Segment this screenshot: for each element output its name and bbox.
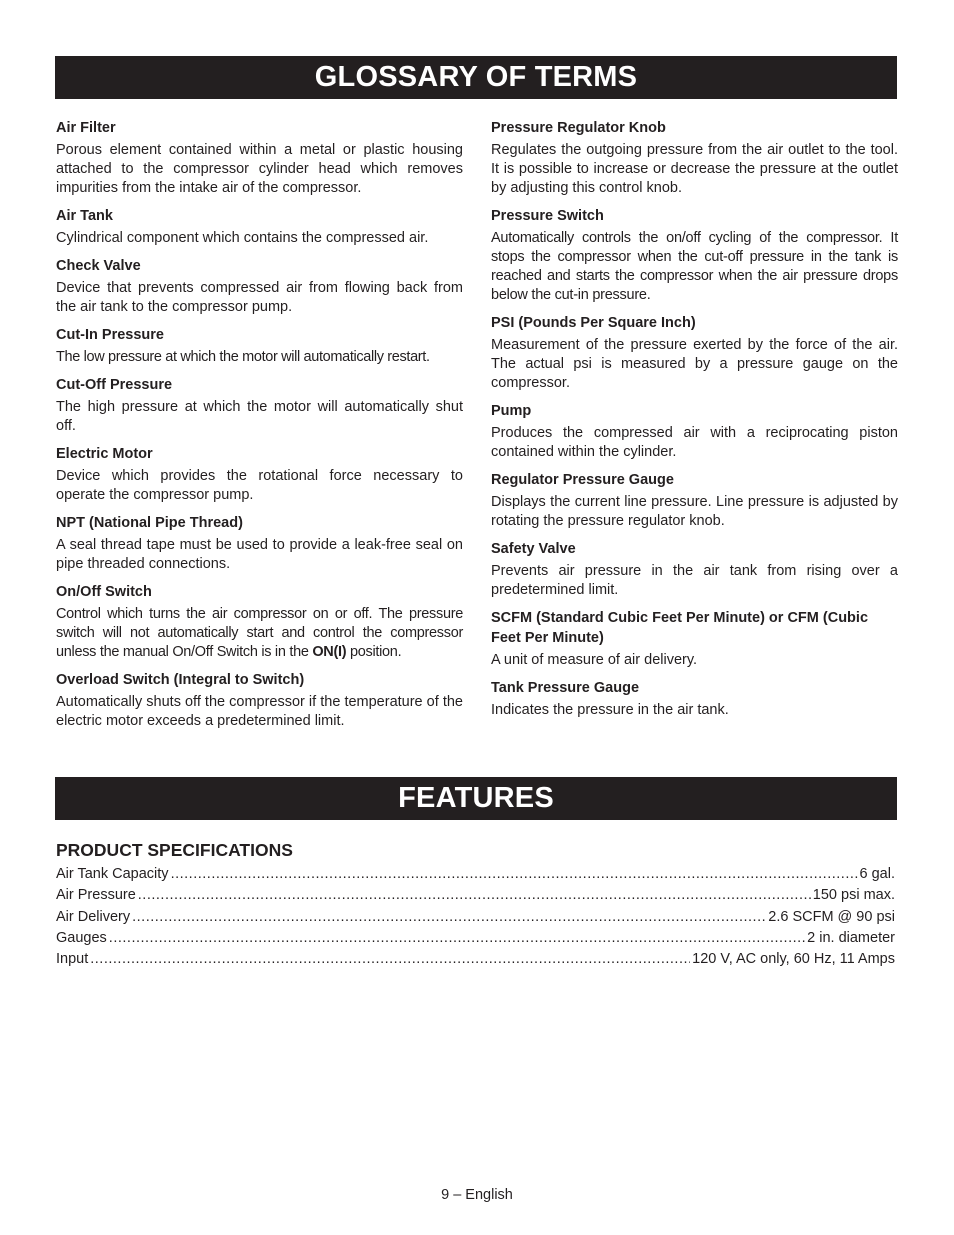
glossary-term: [491, 470, 898, 531]
term-definition: The high pressure at which the motor will automatically shut off.: [56, 399, 463, 434]
term-name: Tank Pressure Gauge: [491, 680, 640, 696]
glossary-term: [56, 375, 463, 436]
spec-label: Air Pressure: [56, 887, 136, 904]
glossary-term: [56, 582, 463, 662]
spec-value: 120 V, AC only, 60 Hz, 11 Amps: [692, 951, 895, 968]
term-name: Air Tank: [56, 208, 113, 224]
dot-leader: [90, 949, 690, 970]
term-definition: A unit of measure of air delivery.: [491, 652, 698, 668]
glossary-term: [491, 118, 898, 198]
term-name: NPT (National Pipe Thread): [56, 515, 243, 531]
spec-row: [56, 928, 895, 949]
dot-leader: [138, 885, 811, 906]
term-definition: [56, 605, 463, 662]
features-heading: FEATURES: [55, 777, 897, 820]
dot-leader: [171, 864, 858, 885]
glossary-term: [56, 513, 463, 574]
term-definition: Displays the current line pressure. Line pressure is adjusted by rotating the pressure regulator knob.: [491, 494, 898, 529]
spec-value: 2 in. diameter: [807, 929, 895, 946]
term-name: Cut-In Pressure: [56, 327, 164, 343]
term-definition: Produces the compressed air with a reciprocating piston contained within the cylinder.: [491, 425, 898, 460]
term-name: Pressure Regulator Knob: [491, 120, 666, 136]
glossary-term: [491, 608, 898, 670]
term-definition: Measurement of the pressure exerted by the force of the air. The actual psi is measured by a pressure gauge on the compressor.: [491, 337, 898, 391]
spec-label: Input: [56, 951, 89, 968]
spec-value: 150 psi max.: [812, 887, 895, 904]
term-name: Overload Switch (Integral to Switch): [56, 672, 305, 688]
term-definition: Automatically shuts off the compressor if the temperature of the electric motor exceeds a predetermined limit.: [56, 694, 463, 729]
term-definition: Regulates the outgoing pressure from the air outlet to the tool. It is possible to increase or decrease the pressure at the outlet by adjusting this control knob.: [491, 142, 898, 196]
term-definition: Porous element contained within a metal or plastic housing attached to the compressor cylinder head which removes impurities from the intake air of the compressor.: [56, 142, 463, 196]
spec-value: 2.6 SCFM @ 90 psi: [768, 908, 895, 925]
glossary-term: [56, 670, 463, 731]
term-name: Regulator Pressure Gauge: [491, 472, 674, 488]
glossary-term: [491, 678, 898, 720]
term-definition: Indicates the pressure in the air tank.: [491, 702, 729, 718]
term-name: On/Off Switch: [56, 584, 152, 600]
term-definition: Prevents air pressure in the air tank from rising over a predetermined limit.: [491, 563, 898, 598]
glossary-term: [56, 325, 463, 367]
spec-row: [56, 864, 895, 885]
glossary-term: [491, 401, 898, 462]
term-definition-text: position.: [346, 644, 402, 660]
term-name: Pump: [491, 403, 532, 419]
term-definition: Cylindrical component which contains the compressed air.: [56, 230, 429, 246]
term-name: Pressure Switch: [491, 208, 604, 224]
product-specifications-heading: PRODUCT SPECIFICATIONS: [56, 840, 293, 860]
specifications-list: [56, 864, 895, 970]
glossary-column-left: [56, 118, 463, 739]
term-name: Electric Motor: [56, 446, 153, 462]
dot-leader: [132, 907, 766, 928]
spec-label: Air Delivery: [56, 908, 131, 925]
spec-row: [56, 949, 895, 970]
term-name: PSI (Pounds Per Square Inch): [491, 315, 696, 331]
term-name: Cut-Off Pressure: [56, 377, 173, 393]
spec-row: [56, 907, 895, 928]
term-definition: Device which provides the rotational force necessary to operate the compressor pump.: [56, 468, 463, 503]
glossary-term: [491, 206, 898, 305]
switch-position-label: ON(I): [312, 644, 347, 660]
page-number: 9 – English: [441, 1187, 513, 1203]
spec-label: Air Tank Capacity: [56, 866, 169, 882]
glossary-term: [56, 118, 463, 198]
spec-row: [56, 885, 895, 906]
dot-leader: [109, 928, 805, 949]
glossary-term: [56, 256, 463, 317]
glossary-term: [491, 539, 898, 600]
term-definition-text: Control which turns the air compressor on or off. The pressure switch will not automatically start and control the compressor unless the manual On/Off Switch is in the: [56, 606, 463, 660]
spec-label: Gauges: [56, 929, 107, 946]
glossary-column-right: [491, 118, 898, 728]
term-definition: Device that prevents compressed air from flowing back from the air tank to the compressor pump.: [56, 280, 463, 315]
glossary-term: [56, 444, 463, 505]
spec-value: 6 gal.: [859, 866, 895, 882]
term-definition: A seal thread tape must be used to provide a leak-free seal on pipe threaded connections.: [56, 537, 463, 572]
glossary-heading: GLOSSARY OF TERMS: [55, 56, 897, 99]
term-name: Check Valve: [56, 258, 141, 274]
term-name: SCFM (Standard Cubic Feet Per Minute) or CFM (Cubic Feet Per Minute): [491, 610, 869, 646]
term-name: Air Filter: [56, 120, 116, 136]
glossary-term: [491, 313, 898, 393]
glossary-term: [56, 206, 463, 248]
term-name: Safety Valve: [491, 541, 576, 557]
term-definition: Automatically controls the on/off cycling of the compressor. It stops the compressor when the cut-off pressure in the tank is reached and starts the compressor when the air pressure drops below the cut-in pressure.: [491, 230, 898, 303]
term-definition: The low pressure at which the motor will automatically restart.: [56, 349, 430, 365]
